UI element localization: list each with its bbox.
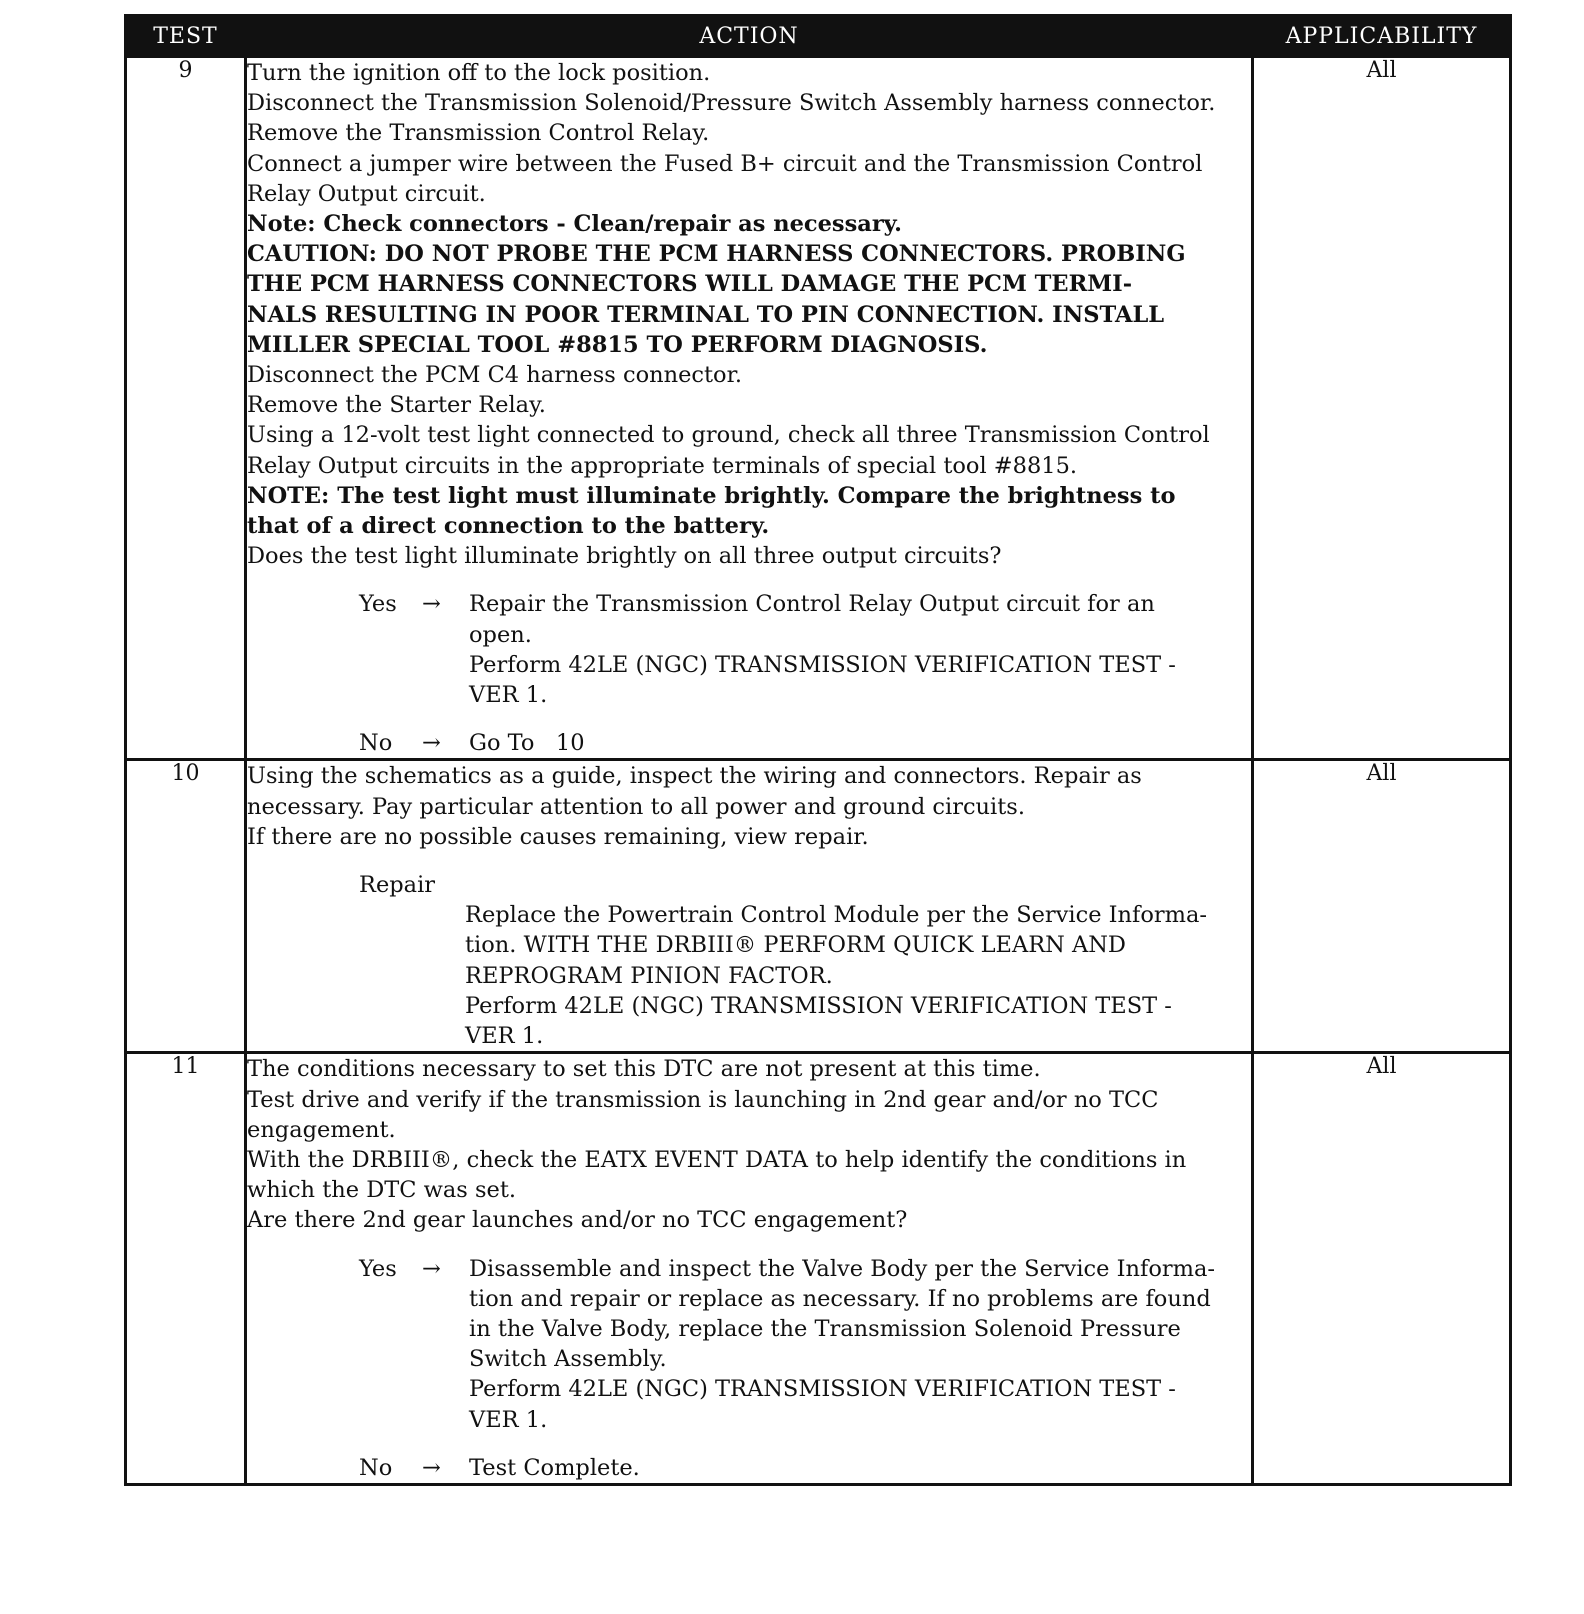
action-line: Remove the Transmission Control Relay. [247,120,710,147]
result-line: Perform 42LE (NGC) TRANSMISSION VERIFICATION TEST - [469,1376,1176,1403]
action-line: Test drive and verify if the transmission is launching in 2nd gear and/or no TCC [247,1086,1159,1113]
yes-result [247,589,1251,710]
header-action: ACTION [246,16,1253,57]
no-result [247,728,1251,758]
caution-line: CAUTION: DO NOT PROBE THE PCM HARNESS CONNECTORS. PROBING [247,241,1186,268]
test-number: 11 [126,1053,246,1485]
no-label: No [359,730,393,757]
repair-line: VER 1. [465,1023,544,1050]
action-cell [246,1053,1253,1485]
result-line: open. [469,621,532,648]
note-line: Note: Check connectors - Clean/repair as necessary. [247,211,902,238]
action-line: Disconnect the PCM C4 harness connector. [247,362,743,389]
yes-label: Yes [359,1255,397,1282]
note-line: that of a direct connection to the battery. [247,513,770,540]
action-line: Relay Output circuit. [247,180,486,207]
arrow-icon: → [422,1255,441,1282]
action-line: engagement. [247,1116,396,1143]
arrow-icon: → [422,1454,441,1481]
caution-line: NALS RESULTING IN POOR TERMINAL TO PIN CONNECTION. INSTALL [247,301,1165,328]
result-line: VER 1. [469,1406,548,1433]
result-line: VER 1. [469,682,548,709]
table-row [126,760,1511,1053]
applicability-value: All [1253,57,1511,760]
action-line: which the DTC was set. [247,1177,517,1204]
question-line: Does the test light illuminate brightly on all three output circuits? [247,543,1002,570]
action-line: Using the schematics as a guide, inspect the wiring and connectors. Repair as [247,763,1142,790]
table-header-row [126,16,1511,57]
action-line: Remove the Starter Relay. [247,392,546,419]
action-line: Connect a jumper wire between the Fused B+ circuit and the Transmission Control [247,150,1203,177]
action-line: The conditions necessary to set this DTC are not present at this time. [247,1056,1041,1083]
no-result [247,1453,1251,1483]
repair-line: tion. WITH THE DRBIII® PERFORM QUICK LEARN AND [465,932,1126,959]
question-line: Are there 2nd gear launches and/or no TCC engagement? [247,1207,908,1234]
action-line: Relay Output circuits in the appropriate terminals of special tool #8815. [247,452,1078,479]
table-row [126,1053,1511,1485]
action-line: If there are no possible causes remaining, view repair. [247,823,869,850]
action-cell [246,57,1253,760]
action-line: With the DRBIII®, check the EATX EVENT DATA to help identify the conditions in [247,1146,1187,1173]
repair-label: Repair [359,872,436,899]
applicability-value: All [1253,760,1511,1053]
diagnostic-sheet [124,14,1512,1486]
arrow-icon: → [422,730,441,757]
repair-line: Replace the Powertrain Control Module per the Service Informa- [465,902,1208,929]
arrow-icon: → [422,591,441,618]
table-row [126,57,1511,760]
repair-line: REPROGRAM PINION FACTOR. [465,962,833,989]
header-test: TEST [126,16,246,57]
action-line: Using a 12-volt test light connected to ground, check all three Transmission Control [247,422,1210,449]
result-line: Test Complete. [469,1454,640,1481]
goto-link[interactable]: Go To 10 [469,730,585,757]
result-line: Repair the Transmission Control Relay Output circuit for an [469,591,1155,618]
repair-line: Perform 42LE (NGC) TRANSMISSION VERIFICATION TEST - [465,992,1172,1019]
test-number: 9 [126,57,246,760]
yes-label: Yes [359,591,397,618]
caution-line: THE PCM HARNESS CONNECTORS WILL DAMAGE THE PCM TERMI- [247,271,1133,298]
action-line: Disconnect the Transmission Solenoid/Pressure Switch Assembly harness connector. [247,90,1216,117]
repair-body [465,900,1251,1051]
caution-line: MILLER SPECIAL TOOL #8815 TO PERFORM DIAGNOSIS. [247,331,988,358]
result-line: tion and repair or replace as necessary. If no problems are found [469,1285,1211,1312]
yes-result [247,1254,1251,1435]
result-line: Perform 42LE (NGC) TRANSMISSION VERIFICATION TEST - [469,651,1176,678]
result-line: in the Valve Body, replace the Transmission Solenoid Pressure [469,1315,1181,1342]
diagnostic-table [124,14,1512,1486]
action-cell [246,760,1253,1053]
no-label: No [359,1454,393,1481]
applicability-value: All [1253,1053,1511,1485]
test-number: 10 [126,760,246,1053]
header-applicability: APPLICABILITY [1253,16,1511,57]
result-line: Disassemble and inspect the Valve Body per the Service Informa- [469,1255,1215,1282]
action-line: Turn the ignition off to the lock position. [247,60,711,86]
result-line: Switch Assembly. [469,1346,667,1373]
action-line: necessary. Pay particular attention to all power and ground circuits. [247,793,1025,820]
note-line: NOTE: The test light must illuminate brightly. Compare the brightness to [247,482,1176,509]
